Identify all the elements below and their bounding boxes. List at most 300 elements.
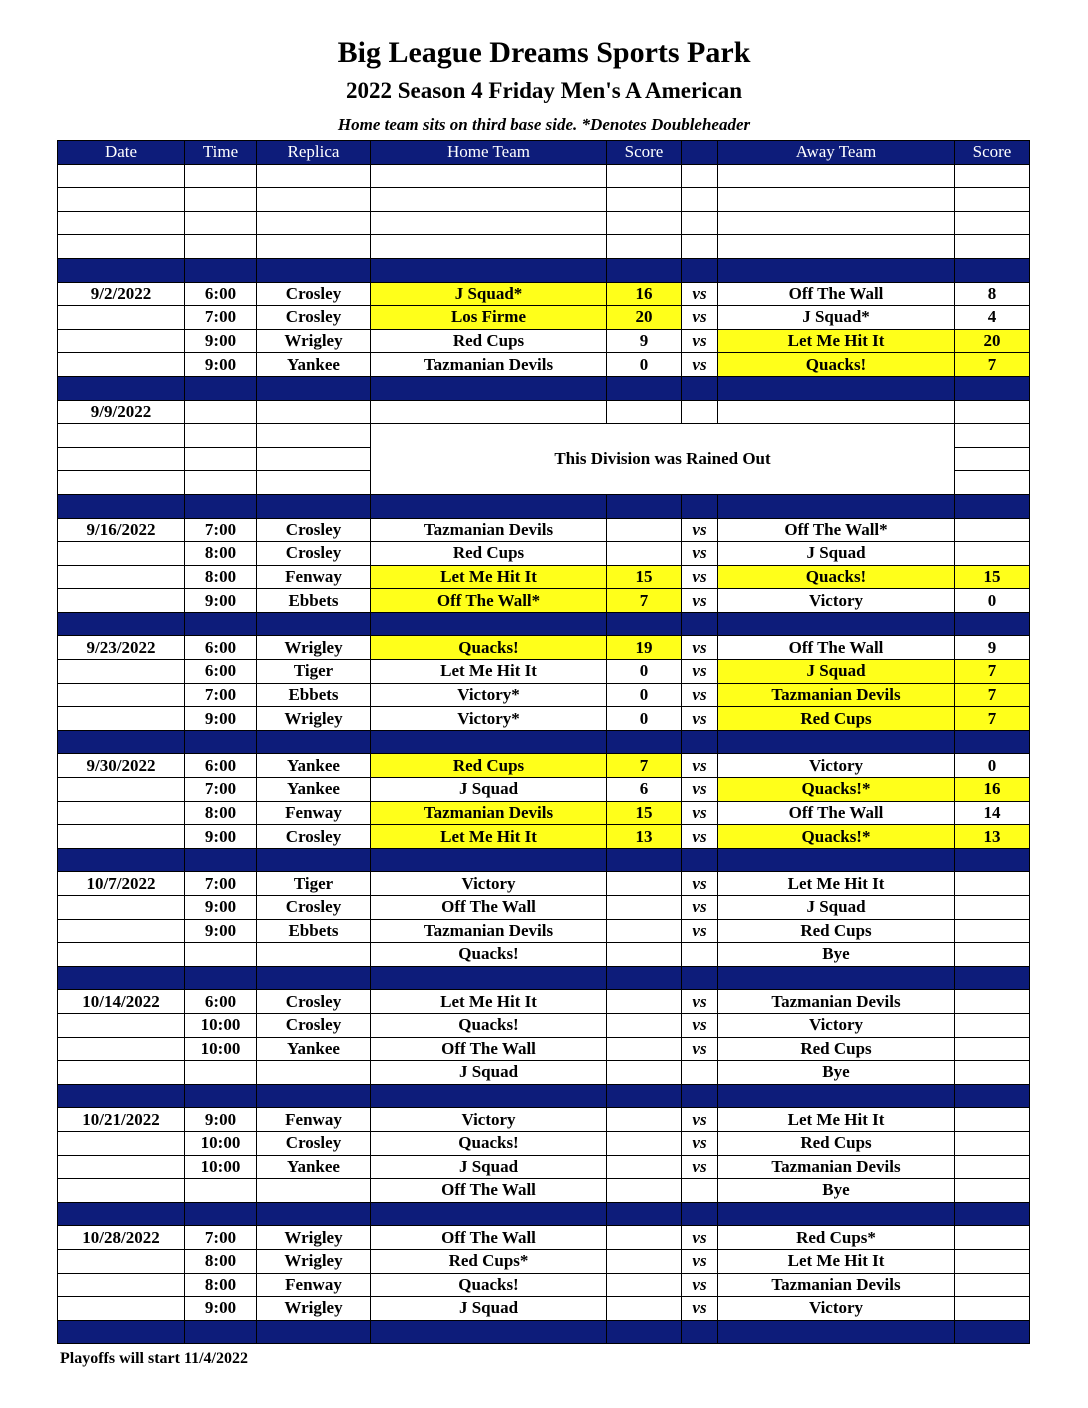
band-cell bbox=[955, 376, 1030, 400]
date-cell: 10/14/2022 bbox=[58, 990, 185, 1014]
date-cell: 10/21/2022 bbox=[58, 1108, 185, 1132]
empty-cell bbox=[58, 235, 185, 259]
away-score-cell: 13 bbox=[955, 825, 1030, 849]
home-team-cell: J Squad bbox=[371, 778, 607, 802]
band-cell bbox=[58, 730, 185, 754]
empty-cell bbox=[371, 188, 607, 212]
field-cell: Crosley bbox=[257, 1013, 371, 1037]
date-cell bbox=[58, 919, 185, 943]
time-cell: 6:00 bbox=[185, 754, 257, 778]
away-score-cell: 7 bbox=[955, 353, 1030, 377]
date-cell bbox=[58, 1249, 185, 1273]
vs-cell: vs bbox=[682, 683, 718, 707]
date-cell bbox=[58, 1131, 185, 1155]
schedule-note: Home team sits on third base side. *Denotes Doubleheader bbox=[337, 115, 751, 134]
band-cell bbox=[682, 848, 718, 872]
home-team-cell: Quacks! bbox=[371, 1273, 607, 1297]
band-cell bbox=[257, 376, 371, 400]
home-team-cell: Victory* bbox=[371, 683, 607, 707]
game-row bbox=[58, 589, 1030, 613]
band-cell bbox=[371, 494, 607, 518]
away-team-cell: J Squad bbox=[718, 896, 955, 920]
away-team-cell: Quacks!* bbox=[718, 825, 955, 849]
date-cell bbox=[58, 801, 185, 825]
band-cell bbox=[257, 1084, 371, 1108]
band-cell bbox=[955, 1084, 1030, 1108]
field-cell: Ebbets bbox=[257, 589, 371, 613]
home-team-cell: J Squad bbox=[371, 1155, 607, 1179]
separator-band bbox=[58, 1084, 1030, 1108]
empty-cell bbox=[607, 235, 682, 259]
date-cell: 9/23/2022 bbox=[58, 636, 185, 660]
game-row bbox=[58, 707, 1030, 731]
field-cell: Crosley bbox=[257, 542, 371, 566]
rainout-row bbox=[58, 424, 1030, 448]
time-cell: 9:00 bbox=[185, 919, 257, 943]
home-team-cell: Tazmanian Devils bbox=[371, 518, 607, 542]
vs-cell: vs bbox=[682, 306, 718, 330]
vs-cell: vs bbox=[682, 896, 718, 920]
separator-band bbox=[58, 1202, 1030, 1226]
away-score-cell: 9 bbox=[955, 636, 1030, 660]
vs-cell: vs bbox=[682, 872, 718, 896]
date-cell: 9/30/2022 bbox=[58, 754, 185, 778]
time-cell bbox=[185, 1179, 257, 1203]
vs-cell bbox=[682, 1179, 718, 1203]
band-cell bbox=[718, 1320, 955, 1344]
band-cell bbox=[257, 494, 371, 518]
time-cell: 10:00 bbox=[185, 1155, 257, 1179]
date-cell: 9/16/2022 bbox=[58, 518, 185, 542]
vs-cell: vs bbox=[682, 565, 718, 589]
field-cell bbox=[257, 447, 371, 471]
game-row bbox=[58, 353, 1030, 377]
vs-cell: vs bbox=[682, 801, 718, 825]
home-score-cell bbox=[607, 1155, 682, 1179]
home-team-cell: Off The Wall bbox=[371, 1226, 607, 1250]
home-score-cell: 0 bbox=[607, 683, 682, 707]
field-cell bbox=[257, 1179, 371, 1203]
band-cell bbox=[682, 376, 718, 400]
home-team-cell: Off The Wall bbox=[371, 1179, 607, 1203]
time-cell: 7:00 bbox=[185, 683, 257, 707]
date-cell bbox=[58, 825, 185, 849]
away-team-cell: Let Me Hit It bbox=[718, 1249, 955, 1273]
separator-band bbox=[58, 966, 1030, 990]
date-cell bbox=[58, 589, 185, 613]
away-score-cell bbox=[955, 896, 1030, 920]
empty-cell bbox=[955, 235, 1030, 259]
home-team-cell: Red Cups bbox=[371, 542, 607, 566]
separator-band bbox=[58, 258, 1030, 282]
game-row bbox=[58, 306, 1030, 330]
home-team-cell: Los Firme bbox=[371, 306, 607, 330]
band-cell bbox=[58, 966, 185, 990]
time-cell: 8:00 bbox=[185, 542, 257, 566]
blank-row bbox=[58, 164, 1030, 188]
field-cell: Yankee bbox=[257, 1037, 371, 1061]
home-team-cell: Off The Wall* bbox=[371, 589, 607, 613]
away-score-cell: 7 bbox=[955, 683, 1030, 707]
date-cell bbox=[58, 471, 185, 495]
away-score-cell: 14 bbox=[955, 801, 1030, 825]
field-cell bbox=[257, 943, 371, 967]
field-cell: Fenway bbox=[257, 1273, 371, 1297]
vs-cell bbox=[682, 943, 718, 967]
vs-cell: vs bbox=[682, 1273, 718, 1297]
band-cell bbox=[371, 1202, 607, 1226]
band-cell bbox=[955, 258, 1030, 282]
field-cell: Wrigley bbox=[257, 1249, 371, 1273]
empty-cell bbox=[185, 211, 257, 235]
empty-cell bbox=[607, 164, 682, 188]
empty-cell bbox=[955, 164, 1030, 188]
home-team-cell: Victory bbox=[371, 872, 607, 896]
separator-band bbox=[58, 730, 1030, 754]
game-row bbox=[58, 1273, 1030, 1297]
home-score-cell: 7 bbox=[607, 589, 682, 613]
game-row bbox=[58, 518, 1030, 542]
empty-cell bbox=[185, 235, 257, 259]
vs-cell: vs bbox=[682, 542, 718, 566]
time-cell bbox=[185, 447, 257, 471]
time-cell bbox=[185, 1061, 257, 1085]
time-cell: 9:00 bbox=[185, 707, 257, 731]
home-score-cell: 0 bbox=[607, 353, 682, 377]
band-cell bbox=[718, 258, 955, 282]
header-row bbox=[58, 141, 1030, 165]
band-cell bbox=[371, 1084, 607, 1108]
field-cell: Wrigley bbox=[257, 329, 371, 353]
band-cell bbox=[257, 1202, 371, 1226]
away-score-cell bbox=[955, 1108, 1030, 1132]
away-team-cell: Off The Wall* bbox=[718, 518, 955, 542]
away-team-cell: J Squad* bbox=[718, 306, 955, 330]
col-header-home-team: Home Team bbox=[371, 141, 607, 165]
home-score-cell bbox=[607, 1108, 682, 1132]
field-cell: Ebbets bbox=[257, 683, 371, 707]
band-cell bbox=[607, 966, 682, 990]
home-score-cell bbox=[607, 1226, 682, 1250]
date-cell bbox=[58, 353, 185, 377]
away-team-cell: Quacks!* bbox=[718, 778, 955, 802]
band-cell bbox=[955, 848, 1030, 872]
time-cell: 9:00 bbox=[185, 1297, 257, 1321]
away-team-cell: Let Me Hit It bbox=[718, 872, 955, 896]
home-score-cell: 6 bbox=[607, 778, 682, 802]
away-team-cell: Victory bbox=[718, 754, 955, 778]
col-header-away-team: Away Team bbox=[718, 141, 955, 165]
col-header-vs bbox=[682, 141, 718, 165]
empty-cell bbox=[58, 164, 185, 188]
home-score-cell bbox=[607, 990, 682, 1014]
away-team-cell: Bye bbox=[718, 943, 955, 967]
empty-cell bbox=[682, 235, 718, 259]
empty-cell bbox=[257, 211, 371, 235]
home-team-cell: Red Cups* bbox=[371, 1249, 607, 1273]
band-cell bbox=[371, 376, 607, 400]
home-team-cell: Red Cups bbox=[371, 754, 607, 778]
band-cell bbox=[371, 1320, 607, 1344]
game-row bbox=[58, 872, 1030, 896]
away-score-cell bbox=[955, 447, 1030, 471]
empty-cell bbox=[718, 188, 955, 212]
home-team-cell: Quacks! bbox=[371, 1131, 607, 1155]
field-cell bbox=[257, 471, 371, 495]
away-team-cell: Quacks! bbox=[718, 565, 955, 589]
away-team-cell: Quacks! bbox=[718, 353, 955, 377]
time-cell: 8:00 bbox=[185, 1273, 257, 1297]
band-cell bbox=[58, 612, 185, 636]
schedule-body bbox=[58, 164, 1030, 1344]
field-cell: Crosley bbox=[257, 990, 371, 1014]
home-score-cell: 0 bbox=[607, 660, 682, 684]
away-team-cell: Victory bbox=[718, 589, 955, 613]
band-cell bbox=[185, 1084, 257, 1108]
game-row bbox=[58, 1249, 1030, 1273]
vs-cell: vs bbox=[682, 990, 718, 1014]
away-team-cell: Off The Wall bbox=[718, 801, 955, 825]
blank-row bbox=[58, 235, 1030, 259]
date-cell bbox=[58, 1273, 185, 1297]
away-team-cell: Bye bbox=[718, 1061, 955, 1085]
separator-band bbox=[58, 376, 1030, 400]
away-score-cell bbox=[955, 542, 1030, 566]
away-score-cell: 4 bbox=[955, 306, 1030, 330]
date-cell bbox=[58, 660, 185, 684]
empty-cell bbox=[607, 188, 682, 212]
away-team-cell: J Squad bbox=[718, 542, 955, 566]
separator-band bbox=[58, 612, 1030, 636]
band-cell bbox=[607, 1320, 682, 1344]
band-cell bbox=[682, 966, 718, 990]
band-cell bbox=[955, 612, 1030, 636]
band-cell bbox=[371, 966, 607, 990]
away-team-cell: Tazmanian Devils bbox=[718, 1273, 955, 1297]
schedule-table bbox=[57, 140, 1030, 1344]
band-cell bbox=[257, 966, 371, 990]
away-score-cell bbox=[955, 1037, 1030, 1061]
time-cell: 8:00 bbox=[185, 801, 257, 825]
vs-cell: vs bbox=[682, 707, 718, 731]
empty-cell bbox=[58, 188, 185, 212]
field-cell: Crosley bbox=[257, 518, 371, 542]
home-score-cell bbox=[607, 1249, 682, 1273]
home-score-cell bbox=[607, 1179, 682, 1203]
band-cell bbox=[955, 966, 1030, 990]
time-cell: 8:00 bbox=[185, 565, 257, 589]
band-cell bbox=[718, 494, 955, 518]
away-score-cell bbox=[955, 1061, 1030, 1085]
away-team-cell: Off The Wall bbox=[718, 282, 955, 306]
away-score-cell bbox=[955, 1226, 1030, 1250]
band-cell bbox=[718, 376, 955, 400]
band-cell bbox=[185, 612, 257, 636]
away-score-cell: 8 bbox=[955, 282, 1030, 306]
away-team-cell: Tazmanian Devils bbox=[718, 990, 955, 1014]
away-team-cell: Off The Wall bbox=[718, 636, 955, 660]
home-team-cell: Off The Wall bbox=[371, 896, 607, 920]
time-cell: 9:00 bbox=[185, 589, 257, 613]
field-cell: Crosley bbox=[257, 306, 371, 330]
away-score-cell bbox=[955, 1013, 1030, 1037]
game-row bbox=[58, 990, 1030, 1014]
col-header-date: Date bbox=[58, 141, 185, 165]
home-team-cell: Let Me Hit It bbox=[371, 990, 607, 1014]
band-cell bbox=[58, 258, 185, 282]
home-team-cell: J Squad bbox=[371, 1061, 607, 1085]
date-cell bbox=[58, 329, 185, 353]
band-cell bbox=[607, 848, 682, 872]
home-team-cell: Red Cups bbox=[371, 329, 607, 353]
date-cell bbox=[58, 306, 185, 330]
blank-row bbox=[58, 188, 1030, 212]
band-cell bbox=[955, 1320, 1030, 1344]
home-team-cell: Tazmanian Devils bbox=[371, 919, 607, 943]
vs-cell: vs bbox=[682, 1297, 718, 1321]
home-team-cell bbox=[371, 400, 607, 424]
game-row bbox=[58, 825, 1030, 849]
time-cell bbox=[185, 943, 257, 967]
band-cell bbox=[185, 1320, 257, 1344]
vs-cell: vs bbox=[682, 754, 718, 778]
time-cell: 9:00 bbox=[185, 896, 257, 920]
home-score-cell: 16 bbox=[607, 282, 682, 306]
date-cell bbox=[58, 1037, 185, 1061]
away-team-cell: Red Cups bbox=[718, 707, 955, 731]
home-score-cell bbox=[607, 518, 682, 542]
time-cell: 7:00 bbox=[185, 518, 257, 542]
band-cell bbox=[607, 258, 682, 282]
away-score-cell bbox=[955, 1273, 1030, 1297]
time-cell: 10:00 bbox=[185, 1037, 257, 1061]
away-score-cell: 7 bbox=[955, 707, 1030, 731]
field-cell: Fenway bbox=[257, 565, 371, 589]
away-score-cell bbox=[955, 1155, 1030, 1179]
vs-cell: vs bbox=[682, 589, 718, 613]
date-cell bbox=[58, 1061, 185, 1085]
away-team-cell: J Squad bbox=[718, 660, 955, 684]
col-header-away-score: Score bbox=[955, 141, 1030, 165]
home-score-cell bbox=[607, 1037, 682, 1061]
home-score-cell: 20 bbox=[607, 306, 682, 330]
separator-band bbox=[58, 848, 1030, 872]
game-row bbox=[58, 542, 1030, 566]
game-row bbox=[58, 1297, 1030, 1321]
game-row bbox=[58, 1037, 1030, 1061]
band-cell bbox=[955, 1202, 1030, 1226]
field-cell: Wrigley bbox=[257, 1297, 371, 1321]
date-cell bbox=[58, 896, 185, 920]
band-cell bbox=[607, 1202, 682, 1226]
time-cell: 7:00 bbox=[185, 306, 257, 330]
away-score-cell bbox=[955, 1249, 1030, 1273]
empty-cell bbox=[185, 188, 257, 212]
home-team-cell: Victory* bbox=[371, 707, 607, 731]
field-cell: Wrigley bbox=[257, 636, 371, 660]
empty-cell bbox=[257, 188, 371, 212]
band-cell bbox=[257, 848, 371, 872]
date-cell bbox=[58, 542, 185, 566]
playoffs-note: Playoffs will start 11/4/2022 bbox=[60, 1350, 248, 1367]
away-team-cell: Red Cups bbox=[718, 1131, 955, 1155]
home-score-cell bbox=[607, 872, 682, 896]
band-cell bbox=[955, 494, 1030, 518]
empty-cell bbox=[257, 164, 371, 188]
home-team-cell: Let Me Hit It bbox=[371, 660, 607, 684]
separator-band bbox=[58, 494, 1030, 518]
empty-cell bbox=[718, 211, 955, 235]
date-cell bbox=[58, 1179, 185, 1203]
field-cell: Crosley bbox=[257, 1131, 371, 1155]
field-cell: Wrigley bbox=[257, 707, 371, 731]
game-row bbox=[58, 1179, 1030, 1203]
col-header-home-score: Score bbox=[607, 141, 682, 165]
band-cell bbox=[58, 848, 185, 872]
away-score-cell: 15 bbox=[955, 565, 1030, 589]
away-team-cell: Tazmanian Devils bbox=[718, 683, 955, 707]
vs-cell bbox=[682, 1061, 718, 1085]
away-score-cell: 16 bbox=[955, 778, 1030, 802]
away-score-cell: 0 bbox=[955, 754, 1030, 778]
away-team-cell: Victory bbox=[718, 1013, 955, 1037]
home-score-cell: 9 bbox=[607, 329, 682, 353]
game-row bbox=[58, 1226, 1030, 1250]
band-cell bbox=[371, 612, 607, 636]
time-cell: 9:00 bbox=[185, 353, 257, 377]
band-cell bbox=[58, 1084, 185, 1108]
field-cell: Wrigley bbox=[257, 1226, 371, 1250]
vs-cell: vs bbox=[682, 1155, 718, 1179]
date-cell bbox=[58, 565, 185, 589]
home-score-cell: 0 bbox=[607, 707, 682, 731]
date-cell bbox=[58, 943, 185, 967]
band-cell bbox=[682, 258, 718, 282]
band-cell bbox=[185, 258, 257, 282]
game-row bbox=[58, 636, 1030, 660]
away-score-cell bbox=[955, 990, 1030, 1014]
band-cell bbox=[185, 1202, 257, 1226]
field-cell: Crosley bbox=[257, 896, 371, 920]
vs-cell: vs bbox=[682, 282, 718, 306]
home-score-cell bbox=[607, 1273, 682, 1297]
home-team-cell: Quacks! bbox=[371, 636, 607, 660]
band-cell bbox=[607, 730, 682, 754]
band-cell bbox=[185, 730, 257, 754]
band-cell bbox=[718, 1202, 955, 1226]
date-cell bbox=[58, 683, 185, 707]
home-team-cell: Let Me Hit It bbox=[371, 825, 607, 849]
band-cell bbox=[682, 494, 718, 518]
vs-cell: vs bbox=[682, 778, 718, 802]
empty-cell bbox=[718, 164, 955, 188]
empty-cell bbox=[682, 164, 718, 188]
empty-cell bbox=[371, 235, 607, 259]
time-cell: 6:00 bbox=[185, 636, 257, 660]
empty-cell bbox=[718, 235, 955, 259]
game-row bbox=[58, 943, 1030, 967]
vs-cell: vs bbox=[682, 1131, 718, 1155]
vs-cell: vs bbox=[682, 636, 718, 660]
date-cell: 9/9/2022 bbox=[58, 400, 185, 424]
band-cell bbox=[718, 966, 955, 990]
band-cell bbox=[185, 376, 257, 400]
time-cell bbox=[185, 400, 257, 424]
game-row bbox=[58, 1013, 1030, 1037]
time-cell: 7:00 bbox=[185, 778, 257, 802]
time-cell bbox=[185, 424, 257, 448]
away-team-cell: Red Cups bbox=[718, 1037, 955, 1061]
